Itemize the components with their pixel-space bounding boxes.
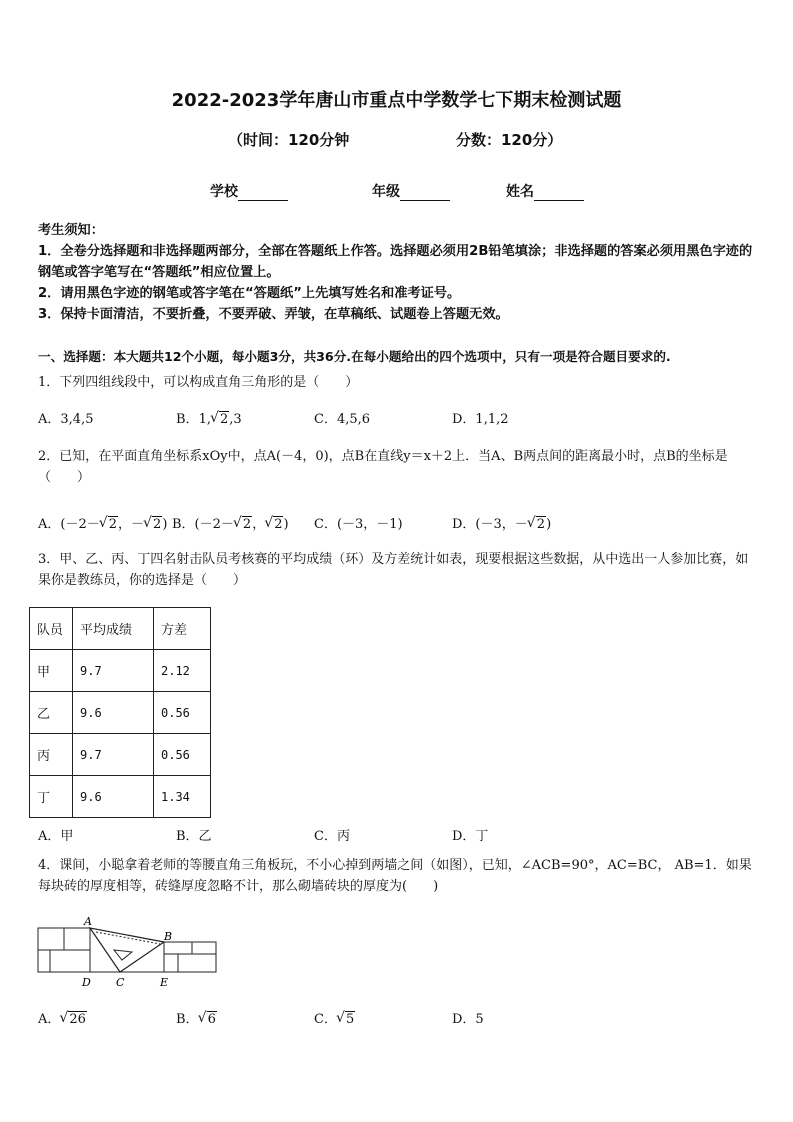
wall-triangle-figure [36,914,222,990]
cell-average: 9.6 [73,776,154,818]
q3-option-c[interactable]: C．丙 [314,829,350,844]
cell-average: 9.6 [73,692,154,734]
notice-item-1: 1．全卷分选择题和非选择题两部分，全部在答题纸上作答。选择题必须用2B铅笔填涂；非选择题的答案必须用黑色字迹的钢笔或答字笔写在“答题纸”相应位置上。 [38,244,753,280]
header-player: 队员 [30,608,73,650]
score-label: 分数：120分） [456,131,563,149]
time-label: （时间：120分钟 [228,131,350,149]
q4-option-a[interactable] [38,1008,87,1027]
cell-variance: 2.12 [154,650,211,692]
q4-option-b[interactable] [176,1008,217,1027]
q1-b-radicand: 2 [219,412,229,427]
q2-a-mid: ，－ [118,517,145,532]
q2-a-radicand-1: 2 [108,517,118,532]
notice-heading: 考生须知： [38,223,104,238]
q1-option-a[interactable]: A．3,4,5 [38,412,94,427]
school-blank[interactable] [238,186,288,201]
cell-player: 丁 [30,776,73,818]
label-c: C [116,976,125,989]
sqrt-symbol [100,517,118,532]
table-row [30,734,211,776]
table-header-row [30,608,211,650]
sqrt-symbol [60,1012,87,1027]
q4-a-radicand: 26 [69,1012,86,1027]
triangle-shape [90,928,164,972]
q2-a-post: ) [162,517,168,532]
school-field[interactable] [210,181,288,201]
sqrt-symbol [265,517,283,532]
label-a: A [84,915,92,928]
table-row [30,776,211,818]
notice-item-2: 2．请用黑色字迹的钢笔或答字笔在“答题纸”上先填写姓名和准考证号。 [38,286,461,301]
question-2-stem: 2．已知，在平面直角坐标系xOy中，点A(－4，0)，点B在直线y＝x＋2上．当A、B两点间的距离最小时，点B的坐标是（ ） [38,449,728,485]
grade-blank[interactable] [400,186,450,201]
q2-b-mid: ， [252,517,266,532]
question-3-stem: 3．甲、乙、丙、丁四名射击队员考核赛的平均成绩（环）及方差统计如表，现要根据这些数据，从中选出一人参加比赛，如果你是教练员，你的选择是（ ） [38,552,749,588]
q2-a-pre: A．(－2－ [38,517,100,532]
q2-b-radicand-2: 2 [274,517,283,532]
cell-average: 9.7 [73,650,154,692]
cell-player: 甲 [30,650,73,692]
cell-variance: 0.56 [154,692,211,734]
q4-option-d[interactable]: D．5 [452,1012,484,1027]
label-d: D [82,976,91,989]
header-average: 平均成绩 [73,608,154,650]
cell-player: 丙 [30,734,73,776]
q4-b-label: B． [176,1012,199,1027]
q4-a-label: A． [38,1012,61,1027]
q1-option-c[interactable]: C．4,5,6 [314,412,371,427]
q4-c-radicand: 5 [345,1012,355,1027]
header-variance: 方差 [154,608,211,650]
q3-option-b[interactable]: B．乙 [176,829,212,844]
q1-option-d[interactable]: D．1,1,2 [452,412,509,427]
cell-variance: 1.34 [154,776,211,818]
q2-d-post: ) [546,517,552,532]
section-heading: 一、选择题：本大题共12个小题，每小题3分，共36分.在每小题给出的四个选项中，只有一项是符合题目要求的. [38,349,671,364]
school-label: 学校 [210,184,238,200]
sqrt-symbol [234,517,252,532]
q2-d-pre: D．(－3，－ [452,517,528,532]
q4-option-c[interactable] [314,1008,355,1027]
exam-title: 2022-2023学年唐山市重点中学数学七下期末检测试题 [171,90,622,111]
q3-option-a[interactable]: A．甲 [38,829,74,844]
scores-table [29,607,211,818]
label-b: B [164,930,173,943]
q1-b-label: B． [176,412,199,427]
q2-a-radicand-2: 2 [153,517,162,532]
grade-label: 年级 [372,184,400,200]
sqrt-symbol [528,517,546,532]
sqrt-symbol [211,412,229,427]
q3-option-d[interactable]: D．丁 [452,829,489,844]
q2-b-pre: B．(－2－ [172,517,234,532]
name-label: 姓名 [506,184,534,200]
q1-b-post: ,3 [229,412,242,427]
q2-b-radicand-1: 2 [242,517,252,532]
notice-item-3: 3．保持卡面清洁，不要折叠，不要弄破、弄皱，在草稿纸、试题卷上答题无效。 [38,307,509,322]
name-blank[interactable] [534,186,584,201]
q2-option-c[interactable]: C．(－3，－1) [314,517,403,532]
table-row [30,650,211,692]
q2-option-a[interactable] [38,513,167,532]
sqrt-symbol [337,1012,355,1027]
name-field[interactable] [506,181,584,201]
q1-b-pre: 1, [198,412,211,427]
q1-option-b[interactable] [176,408,242,427]
question-1-stem: 1．下列四组线段中，可以构成直角三角形的是（ ） [38,375,359,390]
q2-b-post: ) [283,517,289,532]
cell-average: 9.7 [73,734,154,776]
sqrt-symbol [144,517,162,532]
question-4-stem: 4．课间，小聪拿着老师的等腰直角三角板玩，不小心掉到两墙之间（如图），已知，∠ACB=90°，AC=BC， AB=1．如果每块砖的厚度相等，砖缝厚度忽略不计，那么砌墙砖块的厚度为( ) [38,858,752,894]
q4-b-radicand: 6 [207,1012,216,1027]
table-row [30,692,211,734]
right-wall [164,942,216,972]
notice-block [38,220,760,325]
q4-c-label: C． [314,1012,337,1027]
q2-option-b[interactable] [172,513,289,532]
cell-player: 乙 [30,692,73,734]
label-e: E [160,976,169,989]
cell-variance: 0.56 [154,734,211,776]
sqrt-symbol [199,1012,217,1027]
q2-option-d[interactable] [452,513,551,532]
grade-field[interactable] [372,181,450,201]
q2-d-radicand: 2 [536,517,546,532]
